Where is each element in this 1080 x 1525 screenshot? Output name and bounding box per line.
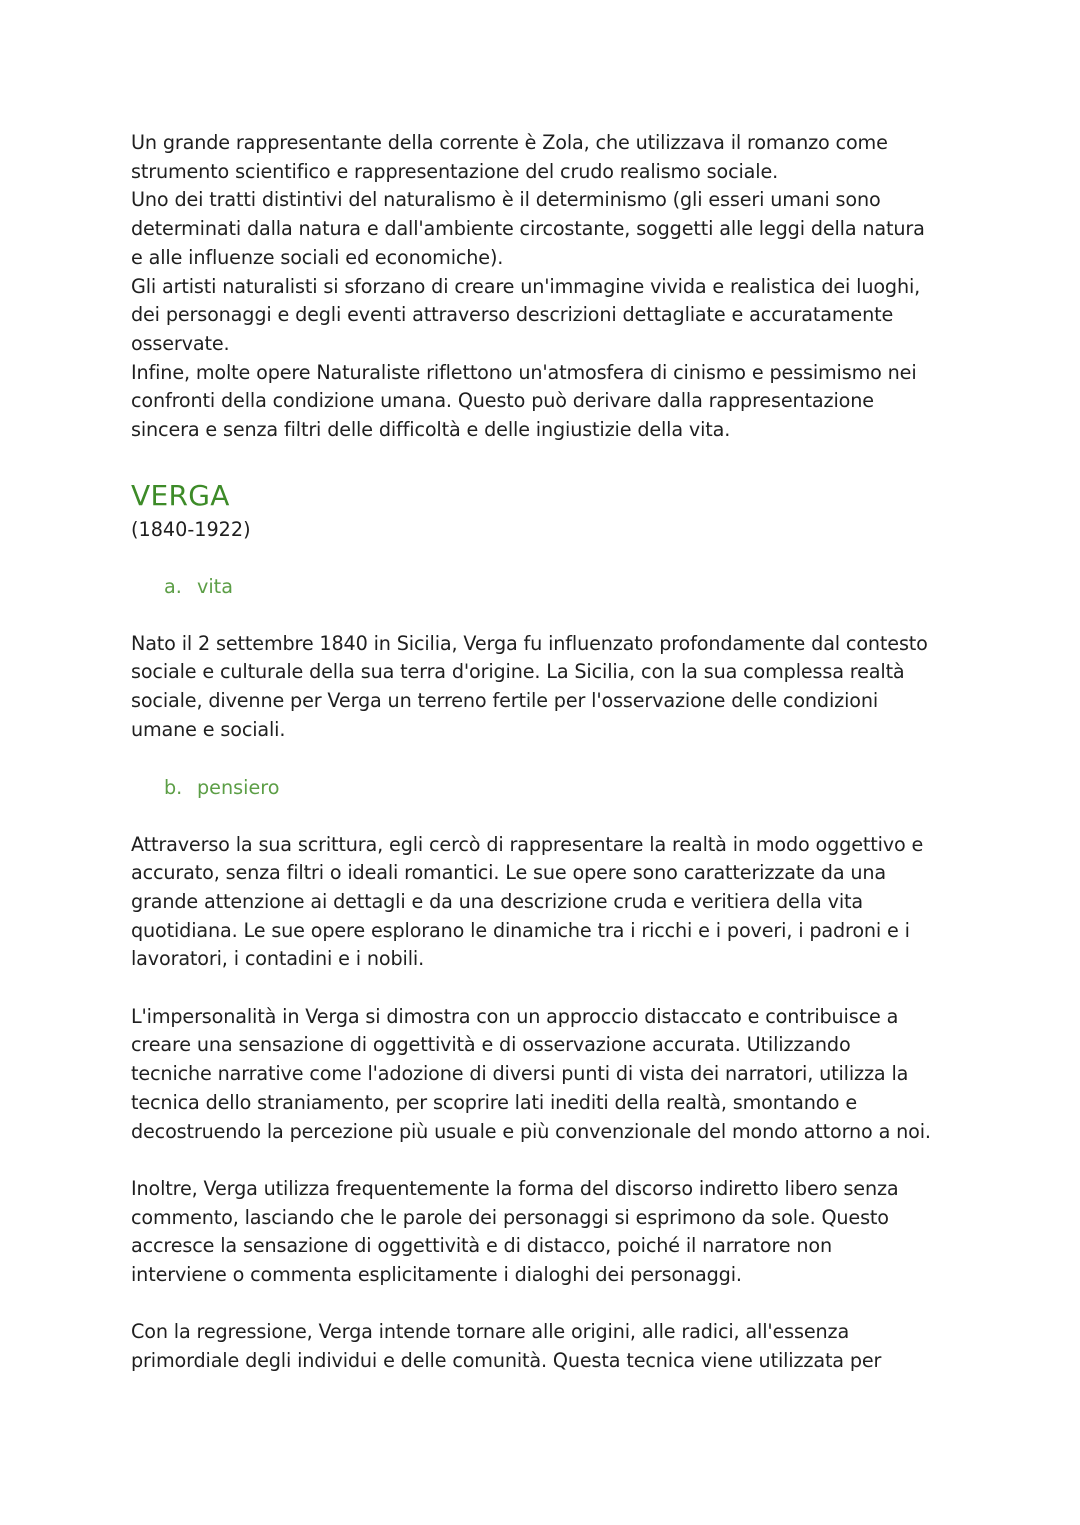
subheading-vita — [164, 573, 951, 601]
text-line: Un grande rappresentante della corrente è Zola, che utilizzava il romanzo come — [131, 131, 888, 154]
text-line: determinati dalla natura e dall'ambiente circostante, soggetti alle leggi della natura — [131, 217, 925, 241]
pensiero-paragraph-3 — [131, 1175, 951, 1290]
text-line: Gli artisti naturalisti si sforzano di creare un'immagine vivida e realistica dei luoghi, — [131, 274, 921, 298]
text-line: umane e sociali. — [131, 717, 286, 741]
section-dates: (1840-1922) — [131, 517, 251, 541]
text-line: quotidiana. Le sue opere esplorano le dinamiche tra i ricchi e i poveri, i padroni e i — [131, 918, 910, 942]
pensiero-paragraph-4 — [131, 1318, 951, 1375]
text-line: osservate. — [131, 331, 230, 355]
section-heading: VERGA — [131, 478, 230, 512]
text-line: primordiale degli individui e delle comunità. Questa tecnica viene utilizzata per — [131, 1349, 882, 1373]
text-line: lavoratori, i contadini e i nobili. — [131, 947, 425, 971]
text-line: confronti della condizione umana. Questo può derivare dalla rappresentazione — [131, 389, 874, 413]
vita-paragraph — [131, 630, 951, 745]
text-line: strumento scientifico e rappresentazione del crudo realismo sociale. — [131, 159, 779, 183]
pensiero-paragraph-2 — [131, 1003, 951, 1147]
text-line: sociale, divenne per Verga un terreno fertile per l'osservazione delle condizioni — [131, 689, 879, 713]
text-line: sociale e culturale della sua terra d'origine. La Sicilia, con la sua complessa realtà — [131, 660, 905, 684]
text-line: tecniche narrative come l'adozione di diversi punti di vista dei narratori, utilizza la — [131, 1062, 909, 1086]
text-line: decostruendo la percezione più usuale e più convenzionale del mondo attorno a noi. — [131, 1119, 931, 1143]
subheading-label: vita — [197, 574, 233, 598]
text-line: accurato, senza filtri o ideali romantici. Le sue opere sono caratterizzate da una — [131, 861, 887, 885]
document-page — [131, 129, 951, 1376]
list-marker: a. — [164, 574, 182, 598]
intro-paragraph — [131, 129, 951, 445]
text-line: Infine, molte opere Naturaliste riflettono un'atmosfera di cinismo e pessimismo nei — [131, 360, 917, 384]
text-line: accresce la sensazione di oggettività e di distacco, poiché il narratore non — [131, 1234, 833, 1258]
text-line: Con la regressione, Verga intende tornare alle origini, alle radici, all'essenza — [131, 1320, 850, 1344]
text-line: tecnica dello straniamento, per scoprire lati inediti della realtà, smontando e — [131, 1090, 857, 1114]
text-line: L'impersonalità in Verga si dimostra con un approccio distaccato e contribuisce a — [131, 1004, 899, 1028]
text-line: Inoltre, Verga utilizza frequentemente la forma del discorso indiretto libero senza — [131, 1176, 899, 1200]
text-line: interviene o commenta esplicitamente i dialoghi dei personaggi. — [131, 1263, 742, 1287]
subheading-pensiero — [164, 774, 951, 802]
text-line: Nato il 2 settembre 1840 in Sicilia, Verga fu influenzato profondamente dal contesto — [131, 631, 928, 655]
text-line: dei personaggi e degli eventi attraverso descrizioni dettagliate e accuratamente — [131, 303, 894, 327]
pensiero-paragraph-1 — [131, 831, 951, 975]
subheading-label: pensiero — [197, 775, 280, 799]
text-line: Uno dei tratti distintivi del naturalismo è il determinismo (gli esseri umani sono — [131, 188, 881, 212]
list-marker: b. — [164, 775, 183, 799]
text-line: sincera e senza filtri delle difficoltà e delle ingiustizie della vita. — [131, 418, 731, 442]
text-line: grande attenzione ai dettagli e da una descrizione cruda e veritiera della vita — [131, 889, 863, 913]
text-line: Attraverso la sua scrittura, egli cercò di rappresentare la realtà in modo oggettivo e — [131, 832, 924, 856]
text-line: e alle influenze sociali ed economiche). — [131, 245, 504, 269]
text-line: creare una sensazione di oggettività e di osservazione accurata. Utilizzando — [131, 1033, 851, 1057]
text-line: commento, lasciando che le parole dei personaggi si esprimono da sole. Questo — [131, 1205, 889, 1229]
